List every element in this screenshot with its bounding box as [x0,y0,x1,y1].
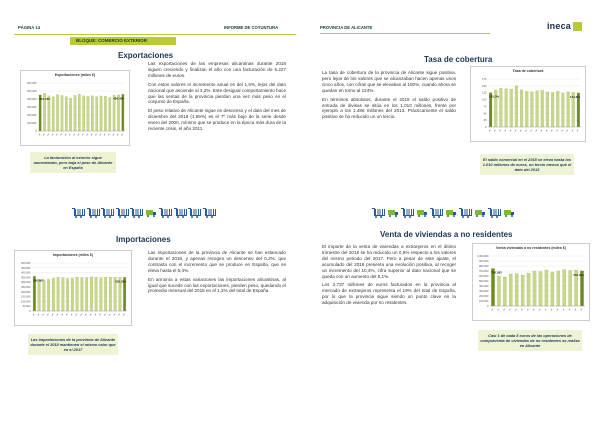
x-tick-label: ▬ [75,313,78,317]
coverage-caption: El saldo comercial en el 2018 se eleva hasta los 1.010 millones de euros, un tercio menos que el dato del 2013 [480,154,574,175]
truck-icon [145,207,158,219]
x-tick-label: ▬ [498,129,502,133]
data-label: 436.400 [113,96,124,101]
y-tick-label: 500.000 [21,262,31,265]
bar [43,280,46,311]
x-tick-label: ▬ [538,308,542,312]
bar [551,272,554,306]
y-tick-label: 100.000 [27,122,37,125]
data-label: 750.262 [491,270,502,275]
x-tick-label: ▬ [504,129,507,133]
data-label: 350.285 [115,279,126,284]
bar [557,271,560,306]
x-tick-label: ▬ [540,129,544,133]
exports-chart [20,70,130,146]
housing-chart-title: Venta viviendas a no residentes (miles €) [496,246,566,250]
housing-paragraph: Los 2.737 millones de euros facturados en la provincia al mercado de extranjeros representa el 19% del total de España, por lo que la provincia sigue siendo un punto clave en la adquisición de vivienda por no residentes. [322,282,456,306]
y-tick-label: 0 [487,305,489,308]
bar [499,88,502,127]
report-title: INFORME DE COYUNTURA [224,25,279,30]
shopping-cart-icon [159,207,172,219]
y-tick-label: 175 [482,78,487,81]
right-page [300,0,600,424]
y-tick-label: 900.000 [479,260,489,263]
imports-paragraph: En armonía a estas variaciones las importaciones alicantinas, al igual que sucede con las exportaciones, pierden peso, quedando el promedio mensual del 2018 en el 1,3% del total de España. [148,276,286,294]
x-tick-label: ▬ [70,313,74,317]
x-tick-label: ▬ [38,133,41,137]
x-tick-label: ▬ [576,129,580,133]
y-tick-label: 400.000 [27,98,37,101]
x-tick-label: ▬ [514,129,518,133]
bar [505,89,508,127]
x-tick-label: ▬ [544,308,548,312]
shopping-cart-icon [401,207,414,219]
y-tick-label: 600.000 [27,82,37,85]
logo-square-icon [573,22,582,31]
bar [541,90,544,127]
x-tick-label: ▬ [107,133,111,137]
y-tick-label: 50.000 [22,305,31,309]
imports-text [148,250,286,297]
bar [539,272,542,307]
x-tick-label: ▬ [103,133,107,137]
x-tick-label: ▬ [545,129,549,133]
x-tick-label: ▬ [566,129,569,133]
bar [81,278,84,311]
shopping-cart-icon [72,207,85,219]
y-tick-label: 125 [482,91,487,95]
x-tick-label: ▬ [496,308,500,312]
x-tick-label: ▬ [555,129,559,133]
x-tick-label: ▬ [41,313,45,317]
x-tick-label: ▬ [73,133,76,137]
x-tick-label: ▬ [571,129,575,133]
x-tick-label: ▬ [94,133,98,137]
bar [38,279,41,311]
x-tick-label: ▬ [84,313,88,317]
coverage-icon-row [372,206,517,222]
bar [87,96,89,131]
housing-title: Venta de viviendas a no residentes [380,230,513,239]
y-tick-label: 200.000 [479,295,489,298]
coverage-text [322,70,456,123]
bar [503,277,506,306]
x-tick-label: ▬ [550,308,554,312]
x-tick-label: ▬ [574,308,577,312]
y-tick-label: 100.000 [479,300,489,303]
y-tick-label: 0 [35,130,37,133]
y-tick-label: 300.000 [21,281,31,285]
bar [521,275,524,306]
bar [515,274,518,307]
exports-icon-row [72,206,217,222]
bar [509,274,512,306]
x-tick-label: ▬ [99,133,102,137]
y-tick-label: 300.000 [27,106,37,109]
bar [536,91,539,127]
x-tick-label: ▬ [514,308,518,312]
bar [52,97,54,131]
logo-text: ineca [546,21,571,31]
y-tick-label: 400.000 [21,271,31,275]
housing-text [322,244,456,309]
data-label: 451.470 [39,96,50,101]
x-tick-label: ▬ [493,129,497,133]
bar [47,279,50,311]
exports-text [148,61,286,135]
bar [561,93,564,127]
x-tick-label: ▬ [556,308,560,312]
bar [510,89,513,127]
bar [91,96,93,131]
bar [515,86,518,127]
bar [82,96,84,131]
bar [78,94,80,131]
y-tick-label: 0 [29,310,31,313]
x-tick-label: ▬ [98,313,102,317]
coverage-chart-title: Tasa de cobertura [512,69,544,73]
bar [109,277,112,311]
bar [104,96,106,131]
truck-icon [387,207,400,219]
bar [69,98,71,131]
bar [113,95,115,131]
page-number: PÁGINA 14 [18,25,40,30]
bar [95,277,98,311]
bar [90,277,93,311]
bar [52,278,55,311]
housing-caption: Casi 1 de cada 5 euros de las operaciones de compraventa de viviendas de no residentes se realiza en Alicante [478,330,582,351]
x-tick-label: ▬ [59,133,63,137]
ineca-logo [547,21,582,31]
y-tick-label: 700.000 [479,270,489,273]
y-tick-label: 1.000.000 [476,255,489,258]
data-label: 360.667 [33,278,44,283]
x-tick-label: ▬ [535,129,538,133]
x-tick-label: ▬ [81,133,85,137]
shopping-cart-icon [174,207,187,219]
x-tick-label: ▬ [122,313,126,317]
coverage-title: Tasa de cobertura [424,55,493,64]
exports-chart-svg [21,71,129,145]
imports-caption: Las importaciones de la provincia de Alicante durante el 2018 mantienen el mismo valor que en el 2017 [28,334,118,355]
housing-paragraph: El importe de la venta de viviendas a extranjeros en el último trimestre del 2018 se ha reducido un 0,9% respecto a los valores del mismo periodo del 2017. Pero a pesar de este ajuste, el acumulado del 2018 presenta una evolución positiva, al recoger un incremento del 10,4%, cifra superior al dato nacional que se queda con un aumento del 8,1%. [322,244,456,279]
bar [76,277,79,311]
bar [56,95,58,131]
left-header [14,20,296,35]
x-tick-label: ▬ [86,133,89,137]
y-tick-label: 75 [483,105,487,109]
x-tick-label: ▬ [32,313,36,317]
data-label: 124,3% [569,94,580,99]
x-tick-label: ▬ [532,308,536,312]
shopping-cart-icon [87,207,100,219]
bar [497,276,500,306]
x-tick-label: ▬ [529,129,533,133]
coverage-paragraph: La tasa de cobertura de la provincia de Alicante sigue positiva, pero lejos de los valores que se alcanzaban hacen apenas unos cinco años, con cifras que se elevaban al 150%, cuando ahora se quedan en torno al 124%. [322,70,456,93]
exports-chart-title: Exportaciones (miles €) [54,73,96,77]
bar [545,270,548,306]
right-header [314,20,588,34]
exports-caption: La facturación al exterior sigue aumentando, pero baja el peso de Alicante en España [30,152,116,173]
truck-icon [474,207,487,219]
imports-chart [14,250,132,326]
x-tick-label: ▬ [64,133,68,137]
shopping-cart-icon [459,207,472,219]
y-tick-label: 500.000 [27,90,37,93]
x-tick-label: ▬ [65,313,69,317]
x-tick-label: ▬ [491,308,494,312]
province-title: PROVINCIA DE ALICANTE [320,25,490,34]
x-tick-label: ▬ [46,133,50,137]
x-tick-label: ▬ [55,133,59,137]
y-tick-label: 500.000 [479,280,489,283]
y-tick-label: 0 [485,126,487,129]
exports-paragraph: El peso relativo de Alicante sigue en descenso y el dato del mes de diciembre del 2018 (1,69%) es el 7º más bajo de la serie desde enero del 2000, mínimo que se produce en la época más dura de la reciente crisis, el año 2011. [148,108,286,132]
x-tick-label: ▬ [526,308,530,312]
shopping-cart-icon [101,207,114,219]
bar [520,90,523,127]
housing-chart-svg [473,244,589,320]
bar [556,91,559,127]
y-tick-label: 100 [482,98,487,102]
x-tick-label: ▬ [116,133,120,137]
y-tick-label: 150 [482,84,487,88]
imports-chart-svg [15,251,131,325]
bar [527,273,530,306]
x-tick-label: ▬ [42,133,46,137]
bar [109,97,111,131]
housing-chart [472,243,590,321]
x-tick-label: ▬ [37,313,40,317]
shopping-cart-icon [430,207,443,219]
y-tick-label: 450.000 [21,266,31,270]
bar [66,279,69,311]
x-tick-label: ▬ [68,133,72,137]
y-tick-label: 150.000 [21,295,31,299]
coverage-chart-svg [471,67,585,141]
x-tick-label: ▬ [94,313,97,317]
shopping-cart-icon [372,207,385,219]
bar [96,97,98,131]
truck-icon [416,207,429,219]
x-tick-label: ▬ [103,313,107,317]
x-tick-label: ▬ [488,129,492,133]
y-tick-label: 200.000 [27,114,37,117]
bar [530,92,533,127]
y-tick-label: 100.000 [21,300,31,304]
x-tick-label: ▬ [509,129,513,133]
data-label: 125,3% [489,94,500,99]
x-tick-label: ▬ [120,133,124,137]
x-tick-label: ▬ [562,308,566,312]
shopping-cart-icon [188,207,201,219]
bar [100,96,102,131]
bar [546,92,549,127]
shopping-cart-icon [203,207,216,219]
x-tick-label: ▬ [90,133,94,137]
coverage-chart [470,66,586,142]
bar [57,277,60,311]
y-tick-label: 200.000 [21,290,31,294]
bar [48,96,50,131]
truck-icon [445,207,458,219]
x-tick-label: ▬ [51,133,55,137]
bar [62,278,65,311]
shopping-cart-icon [130,207,143,219]
y-tick-label: 25 [483,119,487,123]
y-tick-label: 350.000 [21,276,31,280]
y-tick-label: 800.000 [479,265,489,268]
bar [525,91,528,127]
x-tick-label: ▬ [108,313,112,317]
coverage-paragraph: En términos absolutos, durante el 2018 el saldo positivo de entrada de divisas se sitúa en los 1.010 millones, frente por ejemplo a los 1.486 millones del 2013. Prácticamente el saldo positivo se ha reducido un un tercio. [322,96,456,120]
exports-title: Exportaciones [118,51,174,60]
x-tick-label: ▬ [502,308,506,312]
data-label: 702.351 [573,272,584,277]
bar [74,95,76,131]
x-tick-label: ▬ [560,129,564,133]
x-tick-label: ▬ [508,308,512,312]
x-tick-label: ▬ [117,313,121,317]
x-tick-label: ▬ [79,313,83,317]
bar [100,278,103,311]
truck-icon [503,207,516,219]
bar [569,271,572,307]
bar [551,92,554,127]
x-tick-label: ▬ [46,313,50,317]
x-tick-label: ▬ [520,308,524,312]
shopping-cart-icon [116,207,129,219]
exports-paragraph: Con estos valores el incremento anual es del 1,5%, lejos del dato nacional que asciende al 3,2%. Este desigual comportamiento hace que las ventas de la provincia pierdan una vez más peso en el conjunto de España. [148,81,286,105]
x-tick-label: ▬ [89,313,93,317]
x-tick-label: ▬ [113,313,116,317]
x-tick-label: ▬ [112,133,115,137]
section-banner: BLOQUE: COMERCIO EXTERIOR [70,37,176,45]
imports-paragraph: Las importaciones de la provincia de Alicante se han estancado durante el 2018, y apenas recogen un descenso del 0,2%, que contrasta con el incremento que se produce en España, que se eleva hasta el 5,4%. [148,250,286,273]
bar [71,278,74,311]
x-tick-label: ▬ [519,129,523,133]
y-tick-label: 50 [483,112,487,116]
x-tick-label: ▬ [580,308,583,312]
exports-paragraph: Las exportaciones de las empresas alicantinas durante 2018 siguen creciendo y finalizan el año con una facturación de 5.227 millones de euros. [148,61,286,78]
x-tick-label: ▬ [56,313,59,317]
bar [104,277,107,311]
y-tick-label: 600.000 [479,275,489,278]
bar [85,278,88,311]
y-tick-label: 250.000 [21,286,31,289]
y-tick-label: 400.000 [479,285,489,288]
x-tick-label: ▬ [51,313,55,317]
bar [65,97,67,131]
bar [533,271,536,306]
bar [61,95,63,131]
x-tick-label: ▬ [550,129,554,133]
imports-chart-title: Importaciones (miles €) [52,253,94,257]
imports-title: Importaciones [116,235,171,244]
y-tick-label: 300.000 [479,290,489,293]
x-tick-label: ▬ [524,129,528,133]
x-tick-label: ▬ [60,313,64,317]
shopping-cart-icon [488,207,501,219]
x-tick-label: ▬ [77,133,81,137]
bar [563,270,566,307]
x-tick-label: ▬ [568,308,571,312]
